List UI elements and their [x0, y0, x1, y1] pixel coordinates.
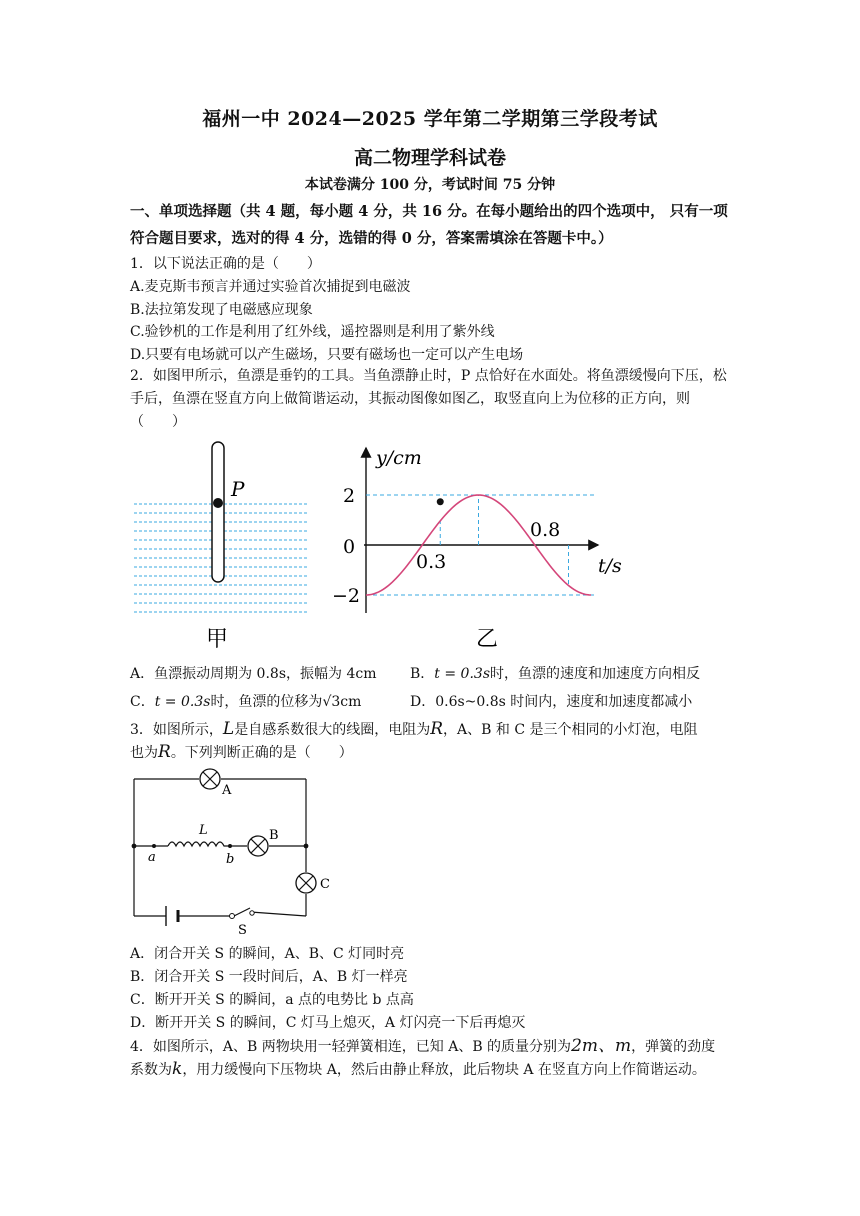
- q1-option-d: D.只要有电场就可以产生磁场，只要有磁场也一定可以产生电场: [130, 347, 524, 363]
- lamp-c-label: C: [320, 877, 330, 892]
- q1-option-c: C.验钞机的工作是利用了红外线，遥控器则是利用了紫外线: [130, 324, 495, 340]
- q2-option-b: [410, 664, 700, 684]
- tick-t1: 0.3: [416, 551, 447, 573]
- lamp-b-label: B: [269, 828, 279, 843]
- inductor-label: L: [199, 823, 208, 838]
- marked-point: [437, 498, 444, 505]
- float-point-p: [213, 498, 223, 508]
- lamp-c: [296, 873, 316, 893]
- lamp-b: [248, 836, 268, 856]
- q2-option-d: D．0.6s~0.8s 时间内，速度和加速度都减小: [410, 694, 693, 710]
- q3-stem-mid2: ，A、B 和 C 是三个相同的小灯泡，电阻: [443, 722, 698, 738]
- q3-stem-line2-pre: 也为: [130, 745, 158, 761]
- q2-option-c: [130, 692, 361, 712]
- q1-option-b: B.法拉第发现了电磁感应现象: [130, 302, 313, 318]
- q4-masses: 2m、m: [571, 1036, 632, 1056]
- q2-vibration-chart: [330, 438, 630, 658]
- q3-stem-mid1: 是自感系数很大的线圈，电阻为: [234, 722, 431, 738]
- q4-line2-post: ，用力缓慢向下压物块 A，然后由静止释放，此后物块 A 在竖直方向上作简谐运动。: [182, 1062, 706, 1078]
- q2-option-b-text: 时，鱼漂的速度和加速度方向相反: [490, 666, 701, 682]
- q3-stem-pre: 3．如图所示，: [130, 722, 223, 738]
- node-a-label: a: [148, 850, 156, 865]
- lamp-a-label: A: [222, 783, 232, 798]
- figure-caption-jia: 甲: [206, 627, 229, 652]
- q3-symbol-r2: R: [158, 742, 171, 762]
- q3-stem-line1: [130, 719, 698, 740]
- q2-option-c-text: 时，鱼漂的位移为: [210, 694, 323, 710]
- q3-option-d: D．断开开关 S 的瞬间，C 灯马上熄灭，A 灯闪亮一下后再熄灭: [130, 1015, 526, 1031]
- y-axis-label: y/cm: [376, 447, 422, 469]
- exam-subtitle: 高二物理学科试卷: [353, 147, 506, 169]
- q3-symbol-r1: R: [430, 719, 444, 739]
- switch-label: S: [238, 923, 247, 938]
- tick-y-pos: 2: [343, 485, 356, 507]
- q2-option-b-math: t = 0.3s: [434, 666, 491, 682]
- q2-option-b-label: B．: [410, 666, 435, 682]
- q4-line2-pre: 系数为: [130, 1062, 172, 1078]
- tick-zero: 0: [343, 536, 356, 558]
- q4-line1-post: ，弹簧的劲度: [631, 1039, 716, 1055]
- q3-stem-line2: [130, 742, 353, 763]
- x-axis-label: t/s: [598, 555, 622, 577]
- node-b-label: b: [226, 852, 235, 867]
- figure-caption-yi: 乙: [476, 627, 499, 652]
- exam-meta: 本试卷满分 100 分，考试时间 75 分钟: [304, 177, 556, 193]
- q3-option-a: A．闭合开关 S 的瞬间，A、B、C 灯同时亮: [130, 946, 405, 962]
- lamp-a: [200, 769, 220, 789]
- tick-y-neg: −2: [332, 585, 361, 607]
- q3-symbol-l: L: [222, 719, 235, 739]
- q2-option-c-root: √3cm: [322, 694, 362, 710]
- q1-stem: 1．以下说法正确的是（ ）: [130, 256, 321, 272]
- q4-symbol-k: k: [172, 1059, 183, 1079]
- q2-option-c-math: t = 0.3s: [154, 694, 211, 710]
- q4-line1-pre: 4．如图所示，A、B 两物块用一轻弹簧相连，已知 A、B 的质量分别为: [130, 1039, 572, 1055]
- tick-t2: 0.8: [530, 519, 561, 541]
- q2-stem: 2．如图甲所示，鱼漂是垂钓的工具。当鱼漂静止时，P 点恰好在水面处。将鱼漂缓慢向下压，松手后，鱼漂在竖直方向上做简谐运动，其振动图像如图乙，取竖直向上为位移的正方向，则（ ）: [130, 368, 727, 430]
- q2-figure-float: [128, 438, 318, 658]
- q1-option-a: A.麦克斯韦预言并通过实验首次捕捉到电磁波: [130, 279, 411, 295]
- q2-option-c-label: C．: [130, 694, 155, 710]
- q4-line1: [130, 1036, 715, 1057]
- section-heading: 一、单项选择题（共 4 题，每小题 4 分，共 16 分。在每小题给出的四个选项中， 只有一项符合题目要求，选对的得 4 分，选错的得 0 分，答案需填涂在答题卡中。）: [130, 203, 728, 247]
- q3-option-b: B．闭合开关 S 一段时间后，A、B 灯一样亮: [130, 969, 408, 985]
- float-body: [212, 442, 224, 582]
- q3-option-c: C．断开开关 S 的瞬间，a 点的电势比 b 点高: [130, 992, 414, 1008]
- q3-stem-line2-post: 。下列判断正确的是（ ）: [170, 745, 353, 761]
- q3-circuit-diagram: [128, 764, 328, 936]
- q2-option-a: A．鱼漂振动周期为 0.8s，振幅为 4cm: [130, 666, 377, 682]
- float-point-label: P: [231, 477, 245, 501]
- q4-line2: [130, 1059, 706, 1080]
- exam-title: 福州一中 2024—2025 学年第二学期第三学段考试: [202, 108, 658, 130]
